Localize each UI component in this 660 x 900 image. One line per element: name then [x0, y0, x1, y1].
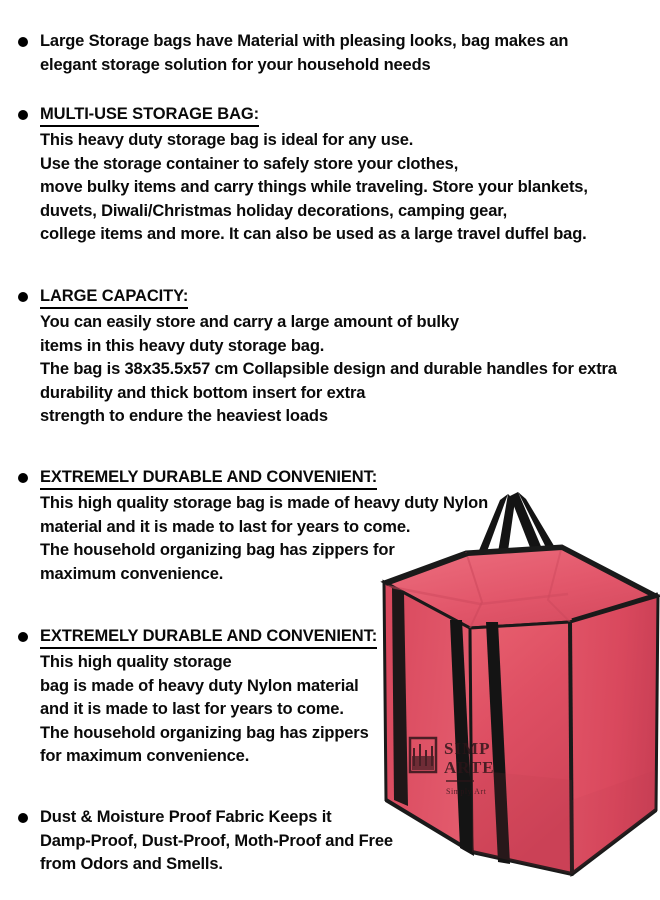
bullet-line: maximum convenience. — [40, 564, 224, 583]
bullet-line: The household organizing bag has zippers — [40, 723, 369, 742]
bullet-heading: MULTI-USE STORAGE BAG: — [40, 103, 259, 127]
bullet-line: material and it is made to last for years to come. — [40, 517, 411, 536]
list-item — [16, 806, 393, 877]
list-item — [16, 466, 488, 586]
list-item — [16, 625, 377, 769]
bullet-dot-icon — [18, 37, 28, 47]
bullet-dot-icon — [18, 813, 28, 823]
bullet-line: college items and more. It can also be used as a large travel duffel bag. — [40, 225, 587, 243]
bullet-line: Use the storage container to safely store your clothes, — [40, 154, 459, 173]
bullet-line: This high quality storage bag is made of heavy duty Nylon — [40, 494, 489, 512]
bullet-line: for maximum convenience. — [40, 747, 250, 765]
bullet-heading: EXTREMELY DURABLE AND CONVENIENT: — [40, 625, 377, 649]
bullet-line: You can easily store and carry a large amount of bulky — [40, 313, 459, 331]
bullet-dot-icon — [18, 632, 28, 642]
bullet-line: items in this heavy duty storage bag. — [40, 336, 325, 355]
svg-text:SIMP: SIMP — [444, 739, 491, 758]
bullet-line: bag is made of heavy duty Nylon material — [40, 676, 359, 695]
bullet-line: and it is made to last for years to come. — [40, 700, 344, 718]
bullet-line: strength to endure the heaviest loads — [40, 407, 328, 425]
bullet-line: durability and thick bottom insert for extra — [40, 383, 366, 402]
bullet-dot-icon — [18, 473, 28, 483]
bullet-line: Dust & Moisture Proof Fabric Keeps it — [40, 808, 332, 826]
bullet-line: Damp-Proof, Dust-Proof, Moth-Proof and Free — [40, 831, 393, 850]
svg-text:Simply Art: Simply Art — [446, 787, 487, 796]
bullet-line: from Odors and Smells. — [40, 855, 223, 873]
bullet-line: The bag is 38x35.5x57 cm Collapsible design and durable handles for extra — [40, 360, 617, 378]
list-item — [16, 103, 588, 247]
list-item — [16, 30, 568, 77]
bullet-line: The household organizing bag has zippers for — [40, 541, 395, 559]
bullet-line: duvets, Diwali/Christmas holiday decorations, camping gear, — [40, 201, 508, 220]
bullet-heading: LARGE CAPACITY: — [40, 285, 188, 309]
bullet-dot-icon — [18, 292, 28, 302]
bullet-line: This heavy duty storage bag is ideal for any use. — [40, 131, 414, 149]
bullet-dot-icon — [18, 110, 28, 120]
svg-text:ARTE: ARTE — [444, 758, 495, 777]
bullet-line: Large Storage bags have Material with pleasing looks, bag makes an — [40, 32, 569, 50]
bullet-line: move bulky items and carry things while traveling. Store your blankets, — [40, 178, 588, 196]
bullet-line: This high quality storage — [40, 653, 232, 671]
list-item — [16, 285, 617, 429]
bullet-line: elegant storage solution for your household needs — [40, 55, 431, 74]
bullet-heading: EXTREMELY DURABLE AND CONVENIENT: — [40, 466, 377, 490]
